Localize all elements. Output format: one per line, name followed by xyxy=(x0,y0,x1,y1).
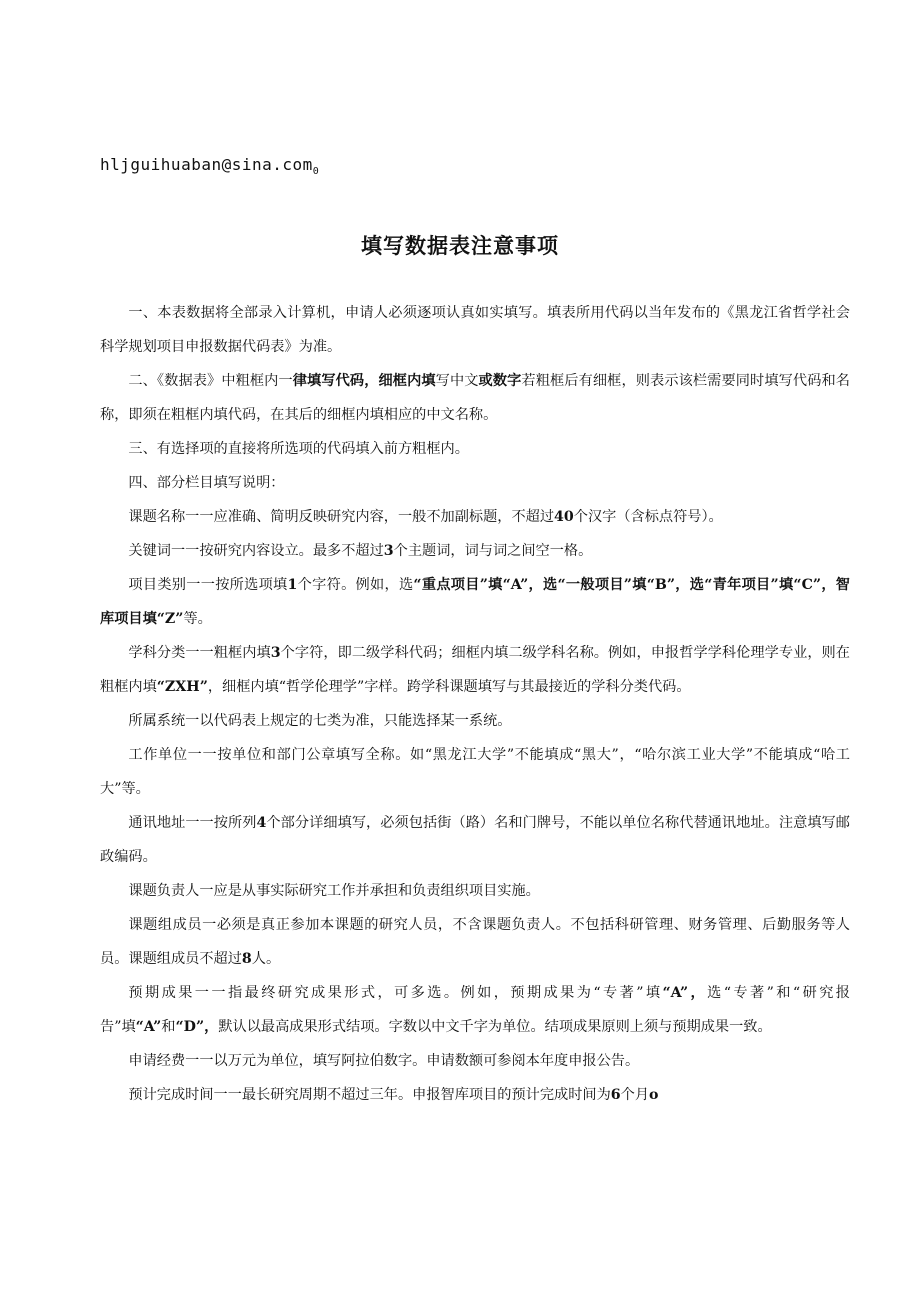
text-run: 人。 xyxy=(251,951,281,967)
paragraph xyxy=(100,568,850,636)
text-run: 所属系统一以代码表上规定的七类为准，只能选择某一系统。 xyxy=(128,713,512,729)
paragraph xyxy=(100,874,850,908)
text-run: 预期成果一一指最终研究成果形式，可多选。例如，预期成果为“专著”填 xyxy=(128,985,663,1001)
bold-text: “A” xyxy=(135,1019,162,1035)
bold-text: “A”， xyxy=(662,985,708,1001)
paragraph xyxy=(100,534,850,568)
paragraph xyxy=(100,296,850,364)
bold-text: 4 xyxy=(256,815,267,831)
page-title: 填写数据表注意事项 xyxy=(361,234,559,258)
text-run: 通讯地址一一按所列 xyxy=(128,815,257,831)
email-suffix: 0 xyxy=(312,166,320,178)
text-run: 个汉字（含标点符号）。 xyxy=(573,509,723,525)
text-run: 预计完成时间一一最长研究周期不超过三年。申报智库项目的预计完成时间为 xyxy=(128,1087,611,1103)
text-run: ，细框内填“哲学伦理学”字样。跨学科课题填写与其最接近的学科分类代码。 xyxy=(207,679,691,695)
bold-text: 3 xyxy=(383,543,394,559)
text-run: 个字符，即二级学科代码；细框内填二级学科名称。例如，申报哲学学科伦理学专业，则在粗框内填 xyxy=(100,645,850,695)
text-run: 二、《数据表》中粗框内一 xyxy=(128,373,293,389)
paragraph xyxy=(100,636,850,704)
paragraph xyxy=(100,500,850,534)
text-run: 课题负责人一应是从事实际研究工作并承担和负责组织项目实施。 xyxy=(128,883,540,899)
bold-text: “D”， xyxy=(175,1019,219,1035)
paragraph xyxy=(100,364,850,432)
text-run: 选“专著”和“研究报告”填 xyxy=(100,985,850,1035)
text-run: 学科分类一一粗框内填 xyxy=(128,645,271,661)
bold-text: “重点项目”填“A”，选“一般项目”填“B”，选“青年项目”填“C”，智库项目填“Z” xyxy=(100,577,850,627)
paragraph xyxy=(100,908,850,976)
text-run: 和 xyxy=(161,1019,176,1035)
text-run: 个部分详细填写，必须包括街（路）名和门牌号，不能以单位名称代替通讯地址。注意填写邮政编码。 xyxy=(100,815,850,865)
bold-text: 1 xyxy=(287,577,298,593)
text-run: 等。 xyxy=(183,611,212,627)
text-run: 若粗框后有细框，则表示该栏需要同时填写代码和名称，即须在粗框内填代码，在其后的细框内填相应的中文名称。 xyxy=(100,373,850,423)
paragraph xyxy=(100,1078,850,1112)
text-run: 默认以最高成果形式结项。字数以中文千字为单位。结项成果原则上须与预期成果一致。 xyxy=(218,1019,772,1035)
email-address: hljguihuaban@sina.com xyxy=(100,155,313,174)
text-run: 个月 xyxy=(620,1087,650,1103)
bold-text: 6 xyxy=(610,1087,621,1103)
contact-email xyxy=(100,155,319,177)
text-run: 四、部分栏目填写说明： xyxy=(128,475,285,491)
paragraph xyxy=(100,976,850,1044)
bold-text: 3 xyxy=(270,645,281,661)
paragraph xyxy=(100,738,850,806)
text-run: 工作单位一一按单位和部门公章填写全称。如“黑龙江大学”不能填成“黑大”，“哈尔滨工业大学”不能填成“哈工大”等。 xyxy=(100,747,850,797)
text-run: 个主题词，词与词之间空一格。 xyxy=(393,543,593,559)
paragraph xyxy=(100,806,850,874)
paragraph xyxy=(100,704,850,738)
paragraph xyxy=(100,432,850,466)
paragraph xyxy=(100,466,850,500)
text-run: 课题组成员一必须是真正参加本课题的研究人员，不含课题负责人。不包括科研管理、财务管理、后勤服务等人员。课题组成员不超过 xyxy=(100,917,850,967)
bold-text: 8 xyxy=(241,951,252,967)
text-run: 一、本表数据将全部录入计算机，申请人必须逐项认真如实填写。填表所用代码以当年发布的《黑龙江省哲学社会科学规划项目申报数据代码表》为准。 xyxy=(100,305,850,355)
paragraph xyxy=(100,1044,850,1078)
text-run: 个字符。例如，选 xyxy=(297,577,414,593)
text-run: 课题名称一一应准确、简明反映研究内容，一般不加副标题，不超过 xyxy=(128,509,555,525)
bold-text: 40 xyxy=(554,509,574,525)
instructions-body xyxy=(100,296,850,1112)
text-run: 关键词一一按研究内容设立。最多不超过 xyxy=(128,543,384,559)
bold-text: o xyxy=(649,1087,659,1103)
text-run: 三、有选择项的直接将所选项的代码填入前方粗框内。 xyxy=(128,441,469,457)
bold-text: 律填写代码，细框内填 xyxy=(292,373,436,389)
text-run: 写中文 xyxy=(435,373,479,389)
text-run: 申请经费一一以万元为单位，填写阿拉伯数字。申请数额可参阅本年度申报公告。 xyxy=(128,1053,640,1069)
text-run: 项目类别一一按所选项填 xyxy=(128,577,288,593)
bold-text: 或数字 xyxy=(478,373,522,389)
bold-text: “ZXH” xyxy=(156,679,208,695)
